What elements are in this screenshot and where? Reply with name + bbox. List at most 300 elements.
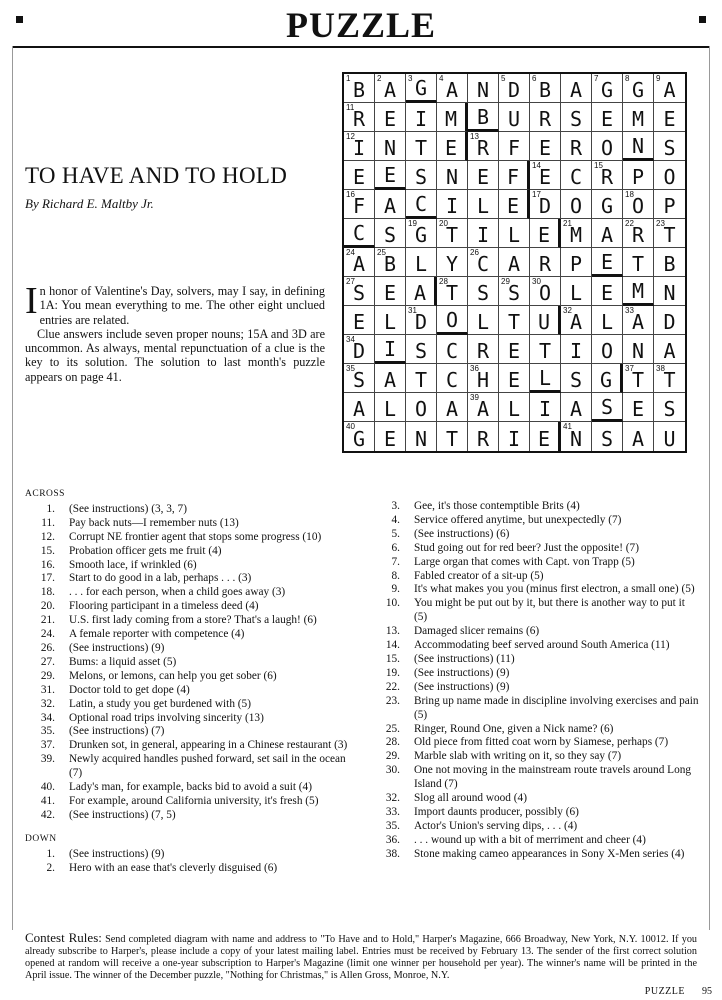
grid-cell[interactable]: [468, 190, 499, 219]
clue-number: 27.: [40, 655, 55, 668]
grid-cell[interactable]: [406, 335, 437, 364]
grid-cell[interactable]: [406, 364, 437, 393]
grid-cell[interactable]: [592, 248, 623, 277]
grid-cell[interactable]: [375, 248, 406, 277]
cell-letter: O: [569, 194, 583, 218]
clue-number: 4.: [391, 513, 400, 526]
clue-text: Stone making cameo appearances in Sony X-Men series (4): [414, 847, 685, 860]
grid-cell[interactable]: [561, 132, 592, 161]
grid-cell[interactable]: [623, 132, 654, 161]
grid-cell[interactable]: [654, 335, 685, 364]
clue-item: [370, 848, 700, 862]
grid-cell[interactable]: [406, 248, 437, 277]
clue-number: 34.: [40, 711, 55, 724]
grid-cell[interactable]: [468, 306, 499, 335]
grid-cell[interactable]: [499, 161, 530, 190]
grid-cell[interactable]: [468, 422, 499, 451]
grid-cell[interactable]: [344, 306, 375, 335]
grid-cell[interactable]: [592, 103, 623, 132]
clue-number: 25.: [385, 722, 400, 735]
grid-cell[interactable]: [406, 132, 437, 161]
cell-letter: N: [631, 339, 645, 363]
grid-cell[interactable]: [375, 277, 406, 306]
across-clue-list: [25, 503, 357, 823]
clue-item: [370, 792, 700, 806]
grid-cell[interactable]: [623, 219, 654, 248]
grid-cell[interactable]: [437, 393, 468, 422]
cell-number: 26: [470, 248, 479, 257]
clue-item: [25, 684, 357, 698]
grid-cell[interactable]: [375, 306, 406, 335]
clue-number: 9.: [391, 583, 400, 596]
clue-item: [25, 795, 357, 809]
grid-cell[interactable]: [375, 422, 406, 451]
cell-letter: Y: [445, 252, 459, 276]
grid-cell[interactable]: [561, 422, 592, 451]
cell-letter: A: [569, 78, 583, 102]
grid-cell[interactable]: [499, 219, 530, 248]
grid-cell[interactable]: [530, 190, 561, 219]
cell-letter: S: [352, 281, 366, 305]
intro-text: [25, 280, 325, 384]
cell-letter: A: [383, 78, 397, 102]
grid-cell[interactable]: [592, 190, 623, 219]
grid-cell[interactable]: [499, 190, 530, 219]
clue-item: [25, 725, 357, 739]
cell-letter: A: [663, 78, 676, 102]
grid-cell[interactable]: [623, 364, 654, 393]
cell-letter: D: [414, 310, 428, 334]
grid-cell[interactable]: [623, 335, 654, 364]
clue-item: [370, 639, 700, 653]
cell-letter: S: [569, 107, 583, 131]
clue-item: [370, 514, 700, 528]
cell-letter: I: [414, 107, 428, 131]
cell-number: 35: [346, 364, 355, 373]
cell-letter: E: [383, 163, 397, 187]
grid-cell[interactable]: [561, 190, 592, 219]
grid-cell[interactable]: [344, 219, 375, 248]
grid-cell[interactable]: [654, 103, 685, 132]
cell-number: 25: [377, 248, 386, 257]
clue-text: (See instructions) (11): [414, 652, 515, 665]
clue-number: 29.: [40, 669, 55, 682]
cell-letter: H: [476, 368, 490, 392]
grid-cell[interactable]: [530, 422, 561, 451]
grid-cell[interactable]: [499, 103, 530, 132]
cell-letter: E: [537, 223, 551, 247]
grid-cell[interactable]: [437, 248, 468, 277]
cell-letter: T: [631, 252, 645, 276]
grid-cell[interactable]: [592, 335, 623, 364]
grid-cell[interactable]: [468, 364, 499, 393]
grid-cell[interactable]: [344, 277, 375, 306]
grid-cell[interactable]: [561, 161, 592, 190]
drop-cap: I: [25, 280, 38, 322]
grid-cell[interactable]: [437, 74, 468, 103]
grid-cell[interactable]: [592, 161, 623, 190]
grid-cell[interactable]: [468, 103, 499, 132]
grid-cell[interactable]: [468, 277, 499, 306]
clue-number: 13.: [385, 625, 400, 638]
clue-number: 36.: [385, 833, 400, 846]
clue-text: Fabled creator of a sit-up (5): [414, 569, 544, 582]
grid-cell[interactable]: [468, 161, 499, 190]
grid-cell[interactable]: [468, 393, 499, 422]
grid-cell[interactable]: [530, 277, 561, 306]
clue-text: Optional road trips involving sincerity (13): [69, 711, 264, 724]
grid-cell[interactable]: [654, 364, 685, 393]
grid-cell[interactable]: [344, 103, 375, 132]
grid-cell[interactable]: [592, 74, 623, 103]
clue-number: 2.: [46, 861, 55, 874]
cell-letter: A: [663, 339, 676, 363]
cell-number: 15: [594, 161, 603, 170]
clue-item: [370, 723, 700, 737]
grid-cell[interactable]: [499, 306, 530, 335]
clue-number: 37.: [40, 739, 55, 752]
clue-item: [370, 500, 700, 514]
grid-cell[interactable]: [499, 277, 530, 306]
clue-item: [25, 503, 357, 517]
grid-cell[interactable]: [530, 219, 561, 248]
grid-cell[interactable]: [375, 103, 406, 132]
grid-cell[interactable]: [375, 132, 406, 161]
cell-letter: N: [414, 427, 428, 451]
cell-letter: T: [663, 223, 676, 247]
grid-cell[interactable]: [530, 132, 561, 161]
cell-letter: G: [599, 368, 613, 392]
grid-cell[interactable]: [592, 277, 623, 306]
cell-letter: R: [476, 136, 490, 160]
page-header: [12, 4, 710, 48]
clue-item: [25, 531, 357, 545]
grid-cell[interactable]: [623, 248, 654, 277]
grid-cell[interactable]: [375, 74, 406, 103]
cell-number: 4: [439, 74, 444, 83]
clue-text: Stud going out for red beer? Just the opposite! (7): [414, 541, 639, 554]
cell-letter: C: [445, 339, 459, 363]
clue-text: Accommodating beef served around South America (11): [414, 639, 670, 652]
clue-text: For example, around California university, it's fresh (5): [69, 794, 319, 807]
clue-item: [25, 586, 357, 600]
grid-cell[interactable]: [592, 306, 623, 335]
grid-cell[interactable]: [437, 219, 468, 248]
grid-cell[interactable]: [406, 306, 437, 335]
grid-cell[interactable]: [344, 132, 375, 161]
cell-letter: E: [538, 136, 552, 160]
cell-letter: L: [476, 310, 490, 334]
cell-letter: O: [600, 339, 614, 363]
cell-letter: C: [476, 252, 490, 276]
grid-cell[interactable]: [406, 103, 437, 132]
grid-cell[interactable]: [530, 364, 561, 393]
grid-cell[interactable]: [437, 132, 468, 161]
grid-cell[interactable]: [530, 248, 561, 277]
grid-cell[interactable]: [468, 248, 499, 277]
grid-cell[interactable]: [344, 335, 375, 364]
grid-cell[interactable]: [561, 248, 592, 277]
clues-column-right: [370, 500, 700, 862]
left-rule: [12, 46, 13, 930]
grid-cell[interactable]: [375, 190, 406, 219]
grid-cell[interactable]: [623, 74, 654, 103]
cell-letter: T: [538, 339, 552, 363]
clue-item: [370, 667, 700, 681]
cell-letter: S: [663, 136, 676, 160]
clue-item: [25, 559, 357, 573]
grid-cell[interactable]: [468, 335, 499, 364]
grid-cell[interactable]: [654, 306, 685, 335]
cell-letter: G: [631, 78, 645, 102]
grid-cell[interactable]: [499, 422, 530, 451]
grid-cell[interactable]: [344, 422, 375, 451]
clue-text: Bums: a liquid asset (5): [69, 655, 177, 668]
grid-cell[interactable]: [468, 74, 499, 103]
grid-cell[interactable]: [375, 364, 406, 393]
clue-item: [25, 753, 357, 781]
cell-number: 32: [563, 306, 572, 315]
grid-cell[interactable]: [561, 393, 592, 422]
cell-letter: E: [600, 107, 614, 131]
cell-letter: A: [413, 281, 427, 305]
grid-cell[interactable]: [437, 306, 468, 335]
clue-item: [25, 848, 357, 862]
contest-rules: [25, 932, 697, 982]
grid-cell[interactable]: [499, 393, 530, 422]
cell-letter: R: [476, 427, 490, 451]
grid-cell[interactable]: [592, 364, 623, 393]
clue-number: 15.: [385, 652, 400, 665]
grid-cell[interactable]: [437, 190, 468, 219]
grid-cell[interactable]: [406, 219, 437, 248]
grid-cell[interactable]: [406, 277, 437, 306]
cell-letter: B: [538, 78, 552, 102]
grid-cell[interactable]: [406, 190, 437, 219]
grid-cell[interactable]: [375, 393, 406, 422]
grid-cell[interactable]: [561, 74, 592, 103]
grid-cell[interactable]: [654, 248, 685, 277]
grid-cell[interactable]: [406, 393, 437, 422]
clue-item: [370, 806, 700, 820]
cell-number: 33: [625, 306, 634, 315]
grid-cell[interactable]: [592, 422, 623, 451]
cell-letter: S: [383, 223, 397, 247]
cell-number: 31: [408, 306, 417, 315]
grid-cell[interactable]: [530, 74, 561, 103]
clue-number: 10.: [385, 597, 400, 610]
grid-cell[interactable]: [499, 335, 530, 364]
clue-item: [25, 642, 357, 656]
grid-cell[interactable]: [406, 74, 437, 103]
puzzle-title: TO HAVE AND TO HOLD: [25, 163, 288, 188]
clue-item: [25, 600, 357, 614]
grid-cell[interactable]: [623, 190, 654, 219]
clue-text: You might be put out by it, but there is another way to put it (5): [414, 597, 685, 624]
grid-cell[interactable]: [344, 190, 375, 219]
cell-letter: S: [476, 281, 490, 305]
clue-number: 35.: [40, 725, 55, 738]
clue-text: Bring up name made in discipline involving exercises and pain (5): [414, 694, 699, 721]
grid-cell[interactable]: [530, 103, 561, 132]
clue-text: Melons, or lemons, can help you get sober (6): [69, 669, 277, 682]
clue-text: (See instructions) (6): [414, 527, 510, 540]
grid-cell[interactable]: [561, 335, 592, 364]
grid-cell[interactable]: [654, 161, 685, 190]
grid-cell[interactable]: [344, 74, 375, 103]
grid-cell[interactable]: [530, 161, 561, 190]
grid-cell[interactable]: [561, 219, 592, 248]
grid-cell[interactable]: [406, 161, 437, 190]
grid-cell[interactable]: [623, 306, 654, 335]
clue-item: [25, 862, 357, 876]
cell-number: 40: [346, 422, 355, 431]
grid-cell[interactable]: [561, 306, 592, 335]
clue-item: [370, 653, 700, 667]
cell-letter: O: [414, 397, 428, 421]
grid-cell[interactable]: [406, 422, 437, 451]
clue-item: [25, 712, 357, 726]
clue-number: 7.: [391, 555, 400, 568]
grid-cell[interactable]: [437, 161, 468, 190]
grid-cell[interactable]: [654, 190, 685, 219]
grid-cell[interactable]: [654, 219, 685, 248]
grid-cell[interactable]: [654, 277, 685, 306]
cell-number: 9: [656, 74, 661, 83]
clue-item: [25, 670, 357, 684]
grid-cell[interactable]: [623, 393, 654, 422]
grid-cell[interactable]: [499, 74, 530, 103]
cell-letter: G: [600, 78, 614, 102]
clue-number: 26.: [40, 641, 55, 654]
cell-letter: D: [352, 339, 366, 363]
grid-cell[interactable]: [344, 161, 375, 190]
grid-cell[interactable]: [499, 132, 530, 161]
cell-letter: M: [631, 107, 645, 131]
cell-letter: P: [631, 165, 645, 189]
clue-number: 32.: [40, 697, 55, 710]
clue-text: Latin, a study you get burdened with (5): [69, 697, 251, 710]
grid-cell[interactable]: [437, 335, 468, 364]
cell-number: 30: [532, 277, 541, 286]
clue-item: [370, 556, 700, 570]
grid-cell[interactable]: [623, 161, 654, 190]
clue-text: (See instructions) (3, 3, 7): [69, 502, 187, 515]
crossword-grid[interactable]: [342, 72, 687, 453]
grid-cell[interactable]: [592, 132, 623, 161]
grid-cell[interactable]: [592, 219, 623, 248]
grid-cell[interactable]: [561, 103, 592, 132]
grid-cell[interactable]: [437, 277, 468, 306]
grid-cell[interactable]: [623, 277, 654, 306]
cell-letter: E: [352, 165, 366, 189]
grid-cell[interactable]: [654, 74, 685, 103]
cell-letter: L: [538, 366, 552, 390]
cell-letter: N: [631, 134, 645, 158]
cell-letter: A: [631, 427, 645, 451]
grid-cell[interactable]: [437, 422, 468, 451]
clue-number: 6.: [391, 541, 400, 554]
grid-cell[interactable]: [375, 161, 406, 190]
grid-cell[interactable]: [530, 335, 561, 364]
clue-number: 8.: [391, 569, 400, 582]
cell-letter: R: [569, 136, 583, 160]
cell-letter: E: [506, 194, 520, 218]
grid-cell[interactable]: [654, 393, 685, 422]
clue-number: 30.: [385, 764, 400, 777]
grid-cell[interactable]: [654, 132, 685, 161]
clue-number: 1.: [46, 502, 55, 515]
clue-number: 21.: [40, 614, 55, 627]
cell-letter: R: [538, 107, 552, 131]
grid-cell[interactable]: [375, 335, 406, 364]
cell-letter: B: [352, 78, 366, 102]
clue-number: 3.: [391, 500, 400, 512]
grid-cell[interactable]: [468, 132, 499, 161]
clue-number: 28.: [385, 736, 400, 749]
grid-cell[interactable]: [623, 103, 654, 132]
grid-cell[interactable]: [592, 393, 623, 422]
cell-letter: G: [600, 194, 614, 218]
cell-number: 21: [563, 219, 572, 228]
clue-text: (See instructions) (9): [414, 680, 510, 693]
cell-letter: D: [663, 310, 676, 334]
grid-cell[interactable]: [468, 219, 499, 248]
grid-cell[interactable]: [344, 364, 375, 393]
grid-cell[interactable]: [499, 248, 530, 277]
clue-item: [370, 820, 700, 834]
clue-item: [25, 545, 357, 559]
clue-item: [370, 528, 700, 542]
clue-text: Import daunts producer, possibly (6): [414, 805, 579, 818]
grid-cell[interactable]: [623, 422, 654, 451]
cell-letter: R: [538, 252, 552, 276]
grid-cell[interactable]: [344, 248, 375, 277]
grid-cell[interactable]: [499, 364, 530, 393]
grid-cell[interactable]: [437, 364, 468, 393]
clue-text: U.S. first lady coming from a store? That's a laugh! (6): [69, 614, 317, 627]
grid-cell[interactable]: [375, 219, 406, 248]
rules-heading: Contest Rules:: [25, 930, 102, 945]
cell-letter: S: [414, 339, 428, 363]
cell-letter: A: [631, 310, 645, 334]
cell-number: 7: [594, 74, 599, 83]
cell-number: 22: [625, 219, 634, 228]
rules-text: Send completed diagram with name and address to "To Have and to Hold," Harper's Magazine, 666 Broadway, New York, N.Y. 10012. If you already subscribe to Harper's, please include a copy of your latest mailing label. Entries must be received by February 13. The sender of the first correct solution opened at random will receive a one-year subscription to Harper's Magazine (limit one winner per household per year). The winner's name will be printed in the April issue. The winner of the December puzzle, "Nothing for Christmas," is Allen Gross, Monroe, N.Y.: [25, 934, 698, 981]
clue-number: 24.: [40, 628, 55, 641]
cell-letter: E: [537, 427, 551, 451]
cell-letter: N: [476, 78, 490, 102]
cell-letter: T: [507, 310, 521, 334]
grid-cell[interactable]: [654, 422, 685, 451]
cell-letter: N: [383, 136, 397, 160]
cell-letter: L: [569, 281, 583, 305]
cell-letter: E: [444, 136, 458, 160]
grid-cell[interactable]: [344, 393, 375, 422]
cell-letter: E: [663, 107, 676, 131]
cell-number: 11: [346, 103, 355, 112]
grid-cell[interactable]: [561, 364, 592, 393]
grid-cell[interactable]: [530, 306, 561, 335]
grid-cell[interactable]: [530, 393, 561, 422]
grid-cell[interactable]: [561, 277, 592, 306]
clue-item: [25, 614, 357, 628]
cell-number: 41: [563, 422, 572, 431]
cell-letter: A: [383, 368, 397, 392]
grid-cell[interactable]: [437, 103, 468, 132]
cell-letter: S: [569, 368, 583, 392]
clue-number: 22.: [385, 680, 400, 693]
